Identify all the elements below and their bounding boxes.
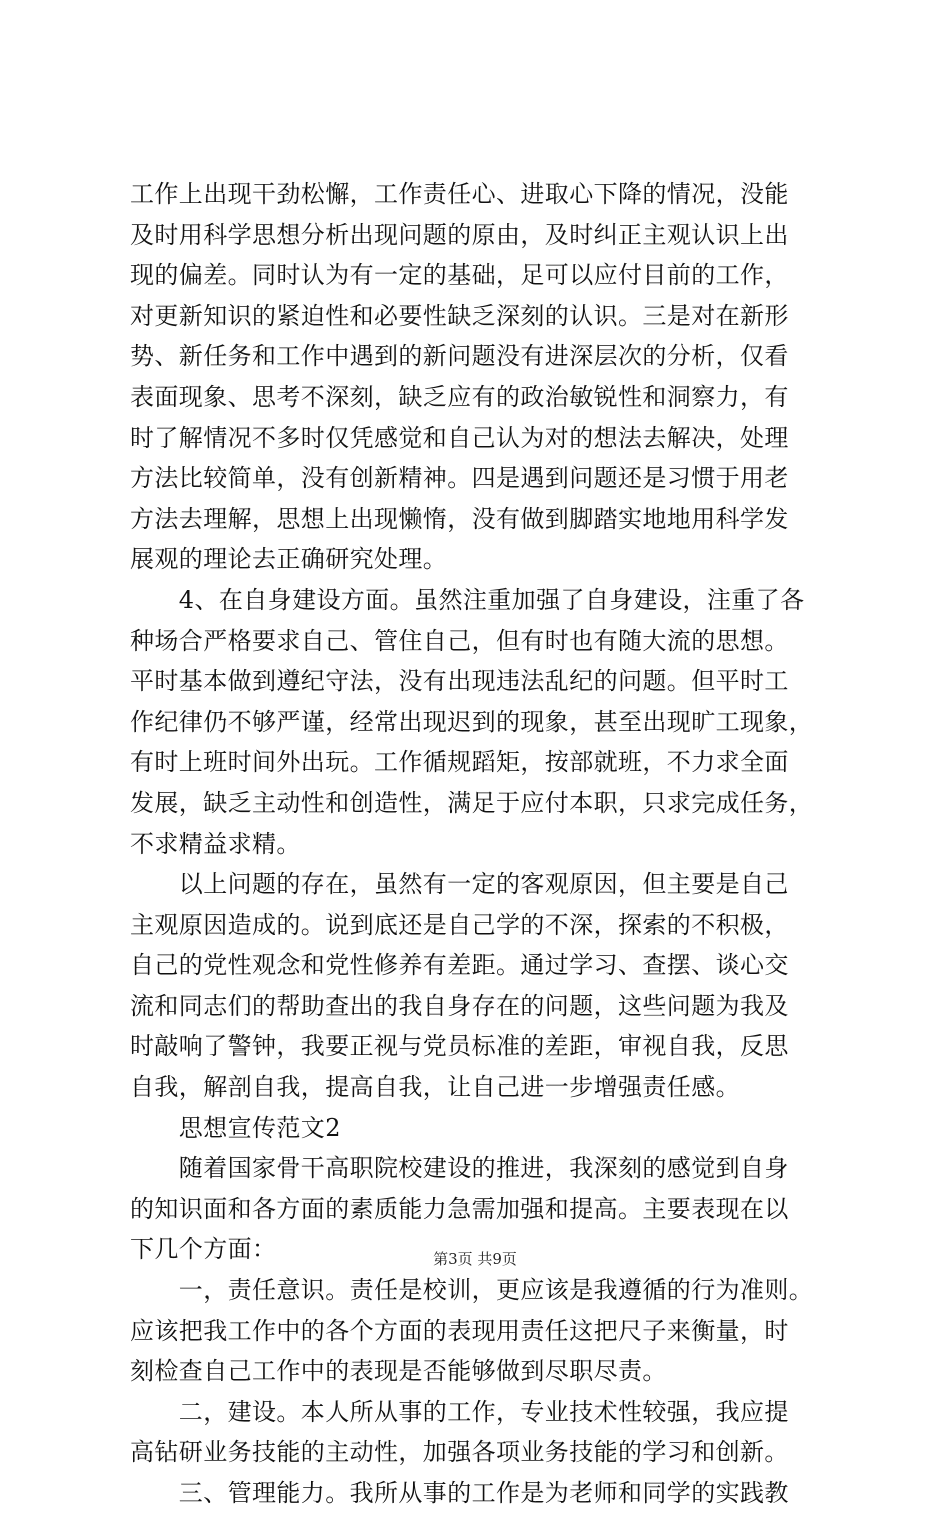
text-line: 4、在自身建设方面。虽然注重加强了自身建设，注重了各 [130, 585, 805, 614]
text-line: 流和同志们的帮助查出的我自身存在的问题，这些问题为我及 [130, 991, 789, 1020]
text-line: 二，建设。本人所从事的工作，专业技术性较强，我应提 [130, 1397, 789, 1426]
text-line: 方法去理解，思想上出现懒惰，没有做到脚踏实地地用科学发 [130, 504, 789, 533]
text-line: 时了解情况不多时仅凭感觉和自己认为对的想法去解决，处理 [130, 423, 789, 452]
page-footer: 第3页 共9页 [433, 1250, 517, 1268]
text-line: 三、管理能力。我所从事的工作是为老师和同学的实践教 [130, 1479, 789, 1507]
text-line: 一，责任意识。责任是校训，更应该是我遵循的行为准则。 [130, 1276, 814, 1305]
text-line: 高钻研业务技能的主动性，加强各项业务技能的学习和创新。 [130, 1438, 789, 1467]
text-line: 自己的党性观念和党性修养有差距。通过学习、查摆、谈心交 [130, 951, 789, 980]
text-line: 对更新知识的紧迫性和必要性缺乏深刻的认识。三是对在新形 [130, 301, 789, 330]
text-line: 下几个方面： [130, 1235, 277, 1264]
text-line: 方法比较简单，没有创新精神。四是遇到问题还是习惯于用老 [130, 464, 789, 493]
text-line: 的知识面和各方面的素质能力急需加强和提高。主要表现在以 [130, 1194, 789, 1223]
text-line: 时敲响了警钟，我要正视与党员标准的差距，审视自我，反思 [130, 1032, 789, 1061]
text-line: 自我，解剖自我，提高自我，让自己进一步增强责任感。 [130, 1073, 740, 1102]
text-line: 作纪律仍不够严谨，经常出现迟到的现象，甚至出现旷工现象， [130, 707, 814, 736]
text-line: 展观的理论去正确研究处理。 [130, 545, 448, 574]
text-line: 种场合严格要求自己、管住自己，但有时也有随大流的思想。 [130, 626, 789, 655]
text-line: 平时基本做到遵纪守法，没有出现违法乱纪的问题。但平时工 [130, 667, 789, 696]
text-line: 随着国家骨干高职院校建设的推进，我深刻的感觉到自身 [130, 1154, 789, 1183]
section-heading: 思想宣传范文2 [130, 1113, 341, 1142]
text-line: 以上问题的存在，虽然有一定的客观原因，但主要是自己 [130, 870, 789, 899]
text-line: 不求精益求精。 [130, 829, 301, 858]
text-line: 及时用科学思想分析出现问题的原由，及时纠正主观认识上出 [130, 220, 789, 249]
text-line: 主观原因造成的。说到底还是自己学的不深，探索的不积极， [130, 910, 789, 939]
text-line: 现的偏差。同时认为有一定的基础，足可以应付目前的工作， [130, 261, 789, 290]
text-line: 势、新任务和工作中遇到的新问题没有进深层次的分析，仅看 [130, 342, 789, 371]
text-line: 发展，缺乏主动性和创造性，满足于应付本职，只求完成任务， [130, 788, 814, 817]
text-line: 有时上班时间外出玩。工作循规蹈矩，按部就班，不力求全面 [130, 748, 789, 777]
text-line: 刻检查自己工作中的表现是否能够做到尽职尽责。 [130, 1357, 667, 1386]
text-line: 应该把我工作中的各个方面的表现用责任这把尺子来衡量，时 [130, 1316, 789, 1345]
text-line: 表面现象、思考不深刻，缺乏应有的政治敏锐性和洞察力，有 [130, 382, 789, 411]
document-body [130, 174, 850, 1514]
text-line: 工作上出现干劲松懈，工作责任心、进取心下降的情况，没能 [130, 180, 789, 208]
